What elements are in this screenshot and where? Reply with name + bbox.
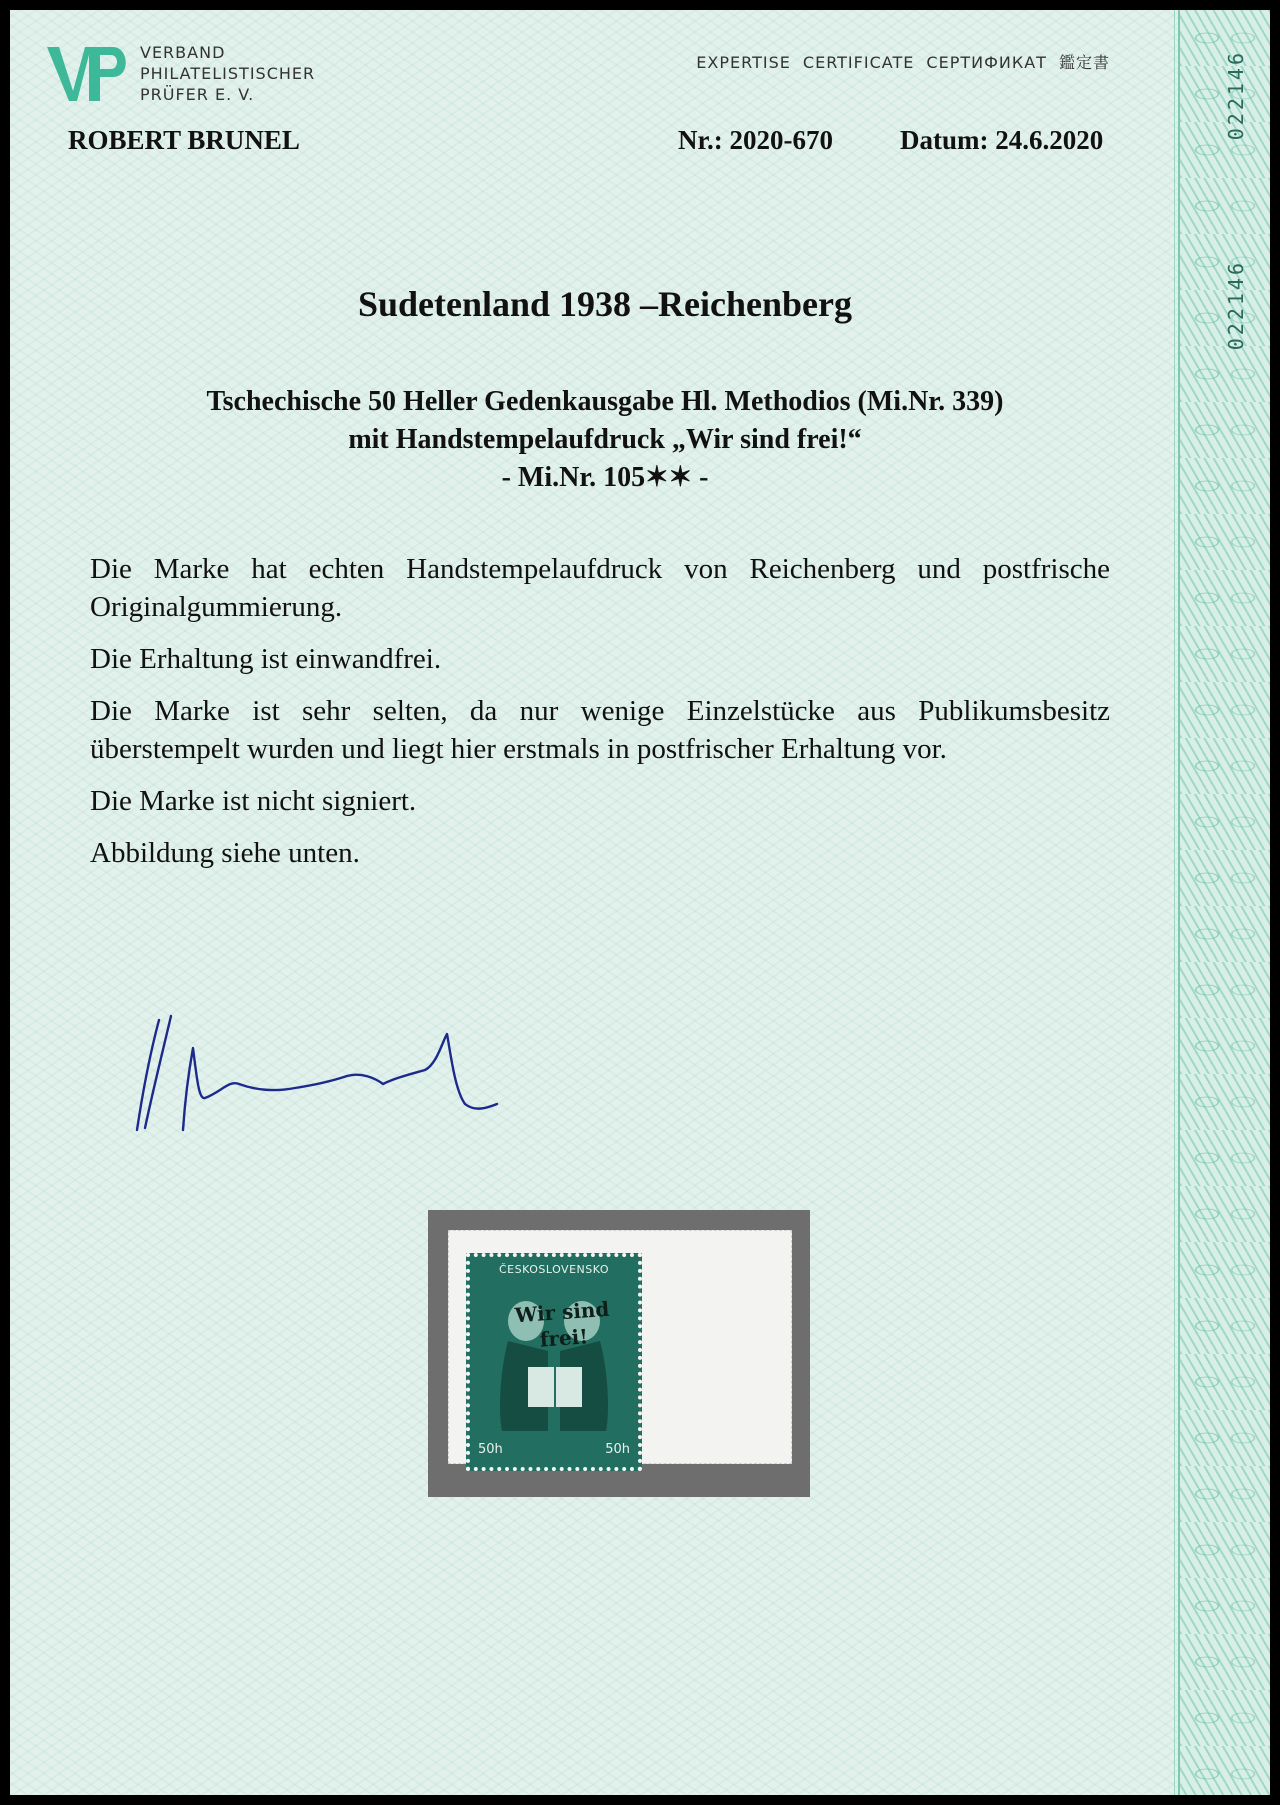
stamp-value-left: 50h bbox=[478, 1442, 503, 1457]
body-paragraph: Die Erhaltung ist einwandfrei. bbox=[90, 643, 442, 675]
overprint-line-2: frei! bbox=[539, 1324, 589, 1352]
vp-logo-icon bbox=[45, 43, 135, 105]
stamp-image bbox=[466, 1253, 642, 1471]
association-name bbox=[140, 42, 315, 105]
serial-number-bottom: 022146 bbox=[1224, 260, 1248, 351]
certificate-number: Nr.: 2020-670 bbox=[678, 125, 833, 155]
association-line: PHILATELISTISCHER bbox=[140, 64, 316, 83]
certificate-subtitle bbox=[10, 383, 1200, 497]
body-paragraph: Abbildung siehe unten. bbox=[90, 837, 360, 869]
signature-image bbox=[125, 1000, 505, 1150]
body-paragraph: Die Marke ist nicht signiert. bbox=[90, 785, 417, 817]
subtitle-line-3: - Mi.Nr. 105✶✶ - bbox=[501, 462, 709, 493]
expert-name: ROBERT BRUNEL bbox=[68, 125, 300, 155]
overprint-line-1: Wir sind bbox=[514, 1296, 611, 1328]
stamp-country: ČESKOSLOVENSKO bbox=[498, 1263, 610, 1276]
certificate-body bbox=[90, 550, 1110, 886]
subtitle-line-1: Tschechische 50 Heller Gedenkausgabe Hl. Methodios (Mi.Nr. 339) bbox=[206, 386, 1004, 417]
association-line: PRÜFER E. V. bbox=[140, 85, 255, 104]
certificate-date: Datum: 24.6.2020 bbox=[900, 125, 1104, 155]
body-paragraph: Die Marke hat echten Handstempelaufdruck von Reichenberg und postfrische Originalgummierung. bbox=[90, 553, 1110, 623]
certificate-title: Sudetenland 1938 –Reichenberg bbox=[357, 284, 853, 324]
certificate-labels: EXPERTISE CERTIFICATE СЕРТИФИКАТ 鑑定書 bbox=[696, 53, 1110, 72]
border-line bbox=[1174, 10, 1175, 1795]
certificate-sheet bbox=[10, 10, 1270, 1795]
subtitle-line-2: mit Handstempelaufdruck „Wir sind frei!“ bbox=[348, 424, 862, 455]
header-row bbox=[68, 125, 1118, 165]
overprint-text bbox=[506, 1295, 619, 1355]
serial-number-top: 022146 bbox=[1224, 50, 1248, 141]
stamp-image-mount bbox=[428, 1210, 810, 1497]
association-line: VERBAND bbox=[140, 43, 226, 62]
body-paragraph: Die Marke ist sehr selten, da nur wenige Einzelstücke aus Publikumsbesitz überstempelt wurden und liegt hier erstmals in postfrischer Erhaltung vor. bbox=[90, 695, 1110, 765]
stamp-value-right: 50h bbox=[605, 1442, 630, 1457]
stamp-sheet-margin bbox=[448, 1230, 792, 1464]
